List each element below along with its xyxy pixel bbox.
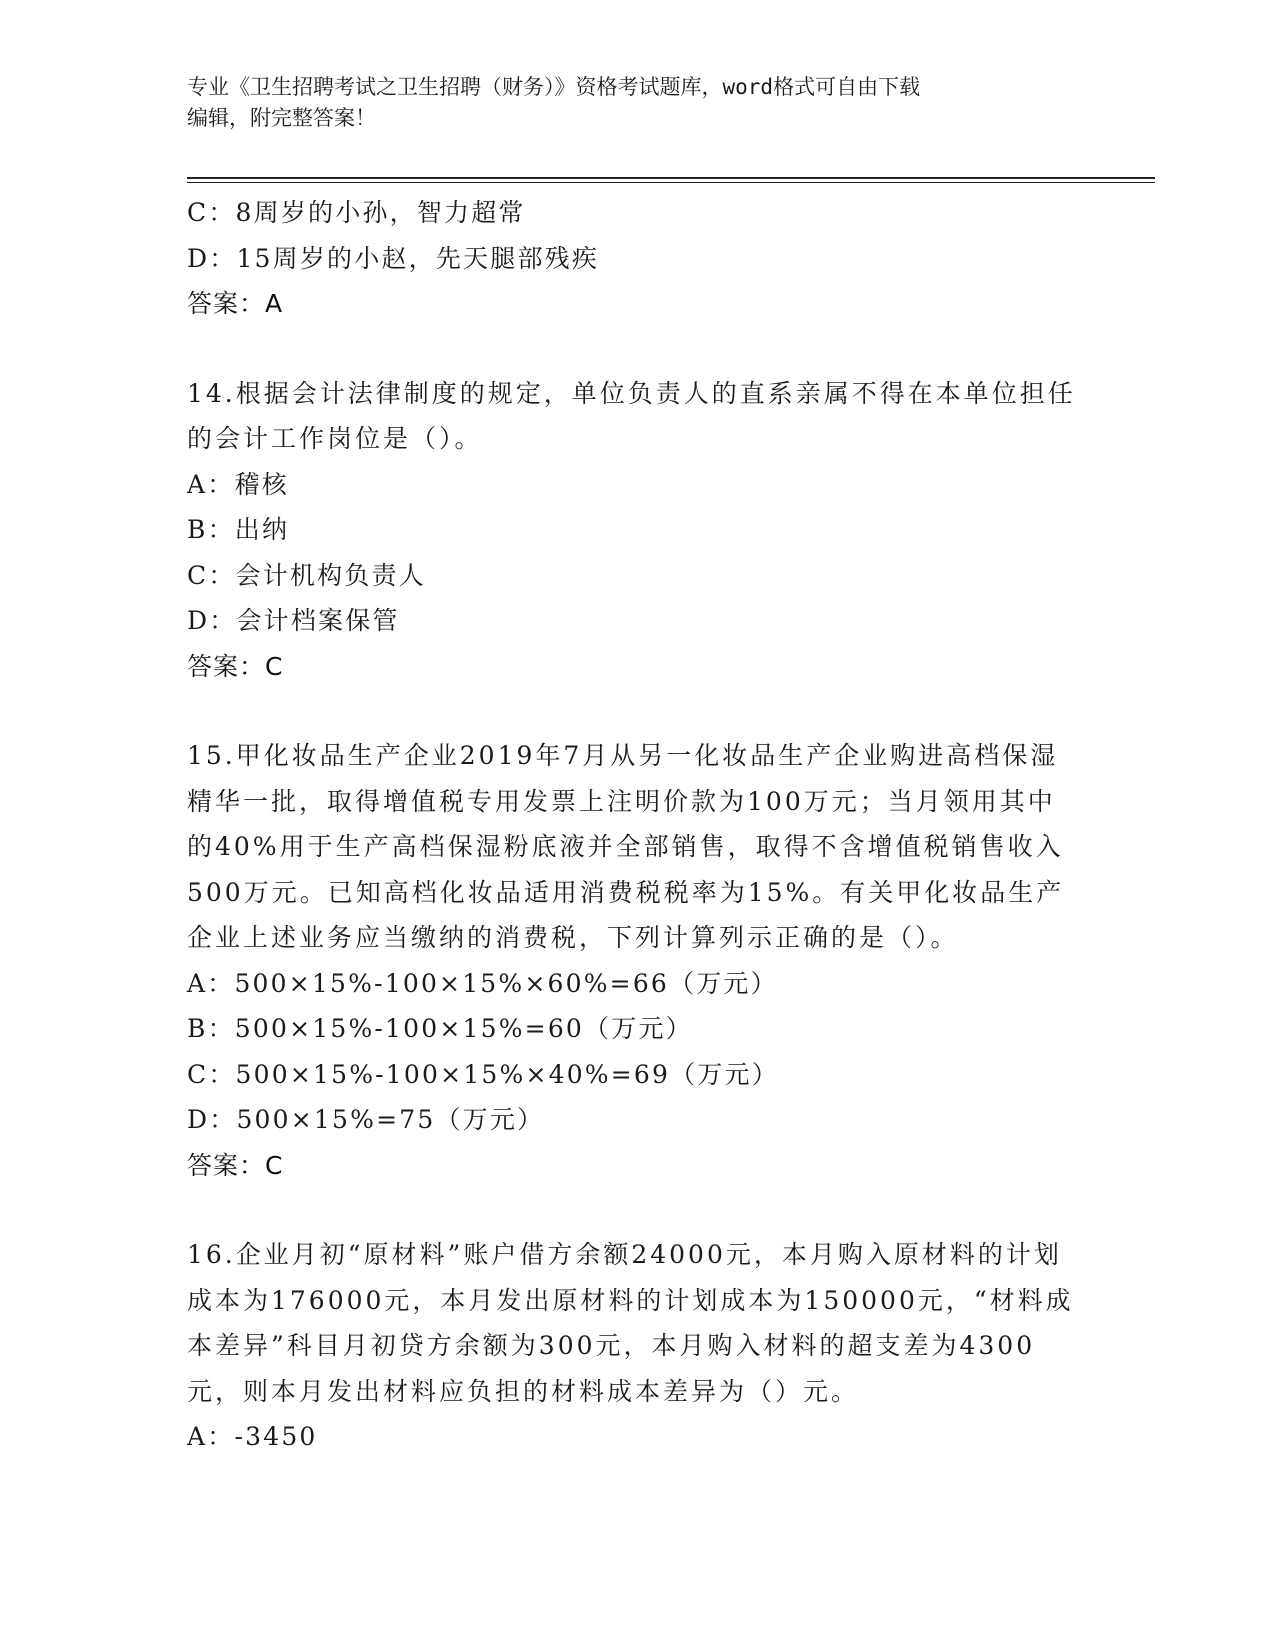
question-text: 16.企业月初“原材料”账户借方余额24000元，本月购入原材料的计划成本为176000元，本月发出原材料的计划成本为150000元，“材料成本差异”科目月初贷方余额为300元，本月购入材料的超支差为4300元，则本月发出材料应负担的材料成本差异为（）元。 xyxy=(187,1240,1074,1406)
question-16 xyxy=(187,1232,1087,1460)
option-a: A：稽核 xyxy=(187,469,289,499)
answer-line: 答案：C xyxy=(187,1150,284,1180)
question-list xyxy=(187,190,1087,1460)
option-b: B：出纳 xyxy=(187,515,290,544)
option-b: B：500×15%-100×15%=60（万元） xyxy=(187,1014,693,1043)
header-divider-thick xyxy=(187,177,1155,179)
answer-line: 答案：A xyxy=(187,289,284,318)
question-text: 14.根据会计法律制度的规定，单位负责人的直系亲属不得在本单位担任的会计工作岗位是（）。 xyxy=(187,378,1076,453)
question-text: 15.甲化妆品生产企业2019年7月从另一化妆品生产企业购进高档保湿精华一批，取得增值税专用发票上注明价款为100万元；当月领用其中的40%用于生产高档保湿粉底液并全部销售，取得不含增值税销售收入500万元。已知高档化妆品适用消费税税率为15%。有关甲化妆品生产企业上述业务应当缴纳的消费税，下列计算列示正确的是（）。 xyxy=(187,741,1065,952)
option-d: D：会计档案保管 xyxy=(187,606,400,635)
option-c: C：500×15%-100×15%×40%=69（万元） xyxy=(187,1059,779,1089)
previous-question-tail xyxy=(187,190,1087,327)
header-line-2: 编辑，附完整答案！ xyxy=(187,106,376,130)
header-divider-thin xyxy=(187,182,1155,183)
document-header xyxy=(187,72,1067,134)
option-a: A：500×15%-100×15%×60%=66（万元） xyxy=(187,968,778,998)
question-15 xyxy=(187,733,1087,1188)
option-a: A：-3450 xyxy=(187,1422,318,1451)
option-d: D：15周岁的小赵，先天腿部残疾 xyxy=(187,243,600,273)
option-c: C：8周岁的小孙，智力超常 xyxy=(187,198,526,227)
option-c: C：会计机构负责人 xyxy=(187,560,426,590)
option-d: D：500×15%=75（万元） xyxy=(187,1105,545,1134)
answer-line: 答案：C xyxy=(187,651,284,681)
header-line-1: 专业《卫生招聘考试之卫生招聘（财务）》资格考试题库，word格式可自由下载 xyxy=(187,75,921,99)
question-14 xyxy=(187,371,1087,690)
